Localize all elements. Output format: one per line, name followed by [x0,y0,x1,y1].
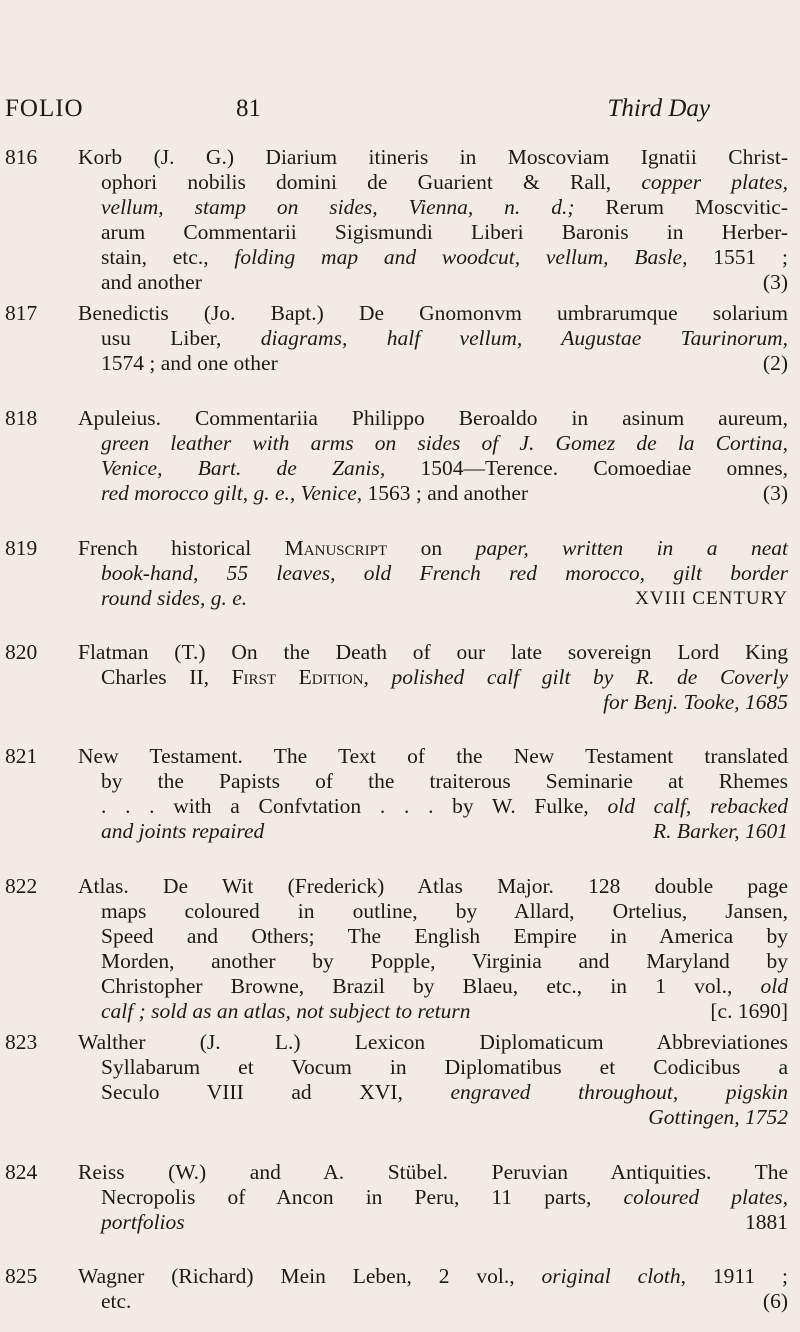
entry-line: Wagner (Richard) Mein Leben, 2 vol., original cloth, 1911 ; [78,1264,788,1288]
entry-line: vellum, stamp on sides, Vienna, n. d.; Rerum Moscvitic- [101,195,789,219]
entry-line: French historical Manuscript on paper, written in a neat [78,536,788,560]
entry-line: calf ; sold as an atlas, not subject to return [c. 1690] [101,999,788,1023]
page-number: 81 [236,95,261,122]
lot-number: 820 [5,640,38,664]
quantity: (3) [762,270,788,294]
entry-line: 1574 ; and one other (2) [101,351,788,375]
entry-line: Seculo VIII ad XVI, engraved throughout, pigskin [101,1080,789,1104]
entry-line: New Testament. The Text of the New Testament translated [78,744,788,768]
entry-line: maps coloured in outline, by Allard, Ortelius, Jansen, [101,899,788,923]
entry-line: green leather with arms on sides of J. Gomez de la Cortina, [101,431,788,455]
entry-line: and another (3) [101,270,788,294]
lot-number: 818 [5,406,38,430]
entry-line: Christopher Browne, Brazil by Blaeu, etc., in 1 vol., old [101,974,788,998]
lot-number: 817 [5,301,38,325]
entry-line: Reiss (W.) and A. Stübel. Peruvian Antiquities. The [78,1160,788,1184]
entry-line: . . . with a Confvtation . . . by W. Fulke, old calf, rebacked [101,794,788,818]
entry-line: Necropolis of Ancon in Peru, 11 parts, coloured plates, [101,1185,788,1209]
entry-line: ophori nobilis domini de Guarient & Rall, copper plates, [101,170,789,194]
entry-line: arum Commentarii Sigismundi Liberi Baronis in Herber- [101,220,788,244]
entry-line: book-hand, 55 leaves, old French red morocco, gilt border [101,561,788,585]
quantity: (6) [762,1289,788,1313]
lot-number: 825 [5,1264,38,1288]
lot-number: 822 [5,874,38,898]
entry-line: Charles II, First Edition, polished calf gilt by R. de Coverly [101,665,789,689]
entry-line: usu Liber, diagrams, half vellum, Augustae Taurinorum, [101,326,788,350]
entry-line: Atlas. De Wit (Frederick) Atlas Major. 128 double page [78,874,788,898]
entry-line: Speed and Others; The English Empire in America by [101,924,788,948]
entry-line: Syllabarum et Vocum in Diplomatibus et Codicibus a [101,1055,788,1079]
publisher: R. Barker, 1601 [653,819,788,843]
entry-line: round sides, g. e. XVIII CENTURY [101,586,788,610]
entry-line: Flatman (T.) On the Death of our late sovereign Lord King [78,640,788,664]
entry-line: Walther (J. L.) Lexicon Diplomaticum Abbreviationes [78,1030,788,1054]
entry-line [78,1105,788,1130]
entry-line: portfolios 1881 [101,1210,788,1234]
lot-number: 823 [5,1030,38,1054]
entry-line: etc. (6) [101,1289,788,1313]
lot-number: 824 [5,1160,38,1184]
header-day: Third Day [607,95,710,122]
entry-line: and joints repaired R. Barker, 1601 [101,819,788,843]
publisher: for Benj. Tooke, 1685 [603,690,788,714]
date: [c. 1690] [710,999,788,1023]
quantity: (2) [762,351,788,375]
entry-line: Korb (J. G.) Diarium itineris in Moscoviam Ignatii Christ- [78,145,788,169]
entry-line: by the Papists of the traiterous Seminarie at Rhemes [101,769,788,793]
lot-number: 821 [5,744,38,768]
quantity: (3) [762,481,788,505]
entry-line: Venice, Bart. de Zanis, 1504—Terence. Comoediae omnes, [101,456,789,480]
publisher: Gottingen, 1752 [648,1105,788,1129]
running-header [0,95,800,135]
entry-line: stain, etc., folding map and woodcut, vellum, Basle, 1551 ; [101,245,789,269]
header-folio: FOLIO [5,95,84,122]
entry-line [78,690,788,715]
lot-number: 816 [5,145,38,169]
date: 1881 [745,1210,788,1234]
lot-number: 819 [5,536,38,560]
entry-line: Benedictis (Jo. Bapt.) De Gnomonvm umbrarumque solarium [78,301,788,325]
entry-line: Apuleius. Commentariia Philippo Beroaldo in asinum aureum, [78,406,788,430]
entry-line: red morocco gilt, g. e., Venice, 1563 ; and another (3) [101,481,788,505]
date: XVIII CENTURY [635,588,788,609]
entry-line: Morden, another by Popple, Virginia and Maryland by [101,949,788,973]
